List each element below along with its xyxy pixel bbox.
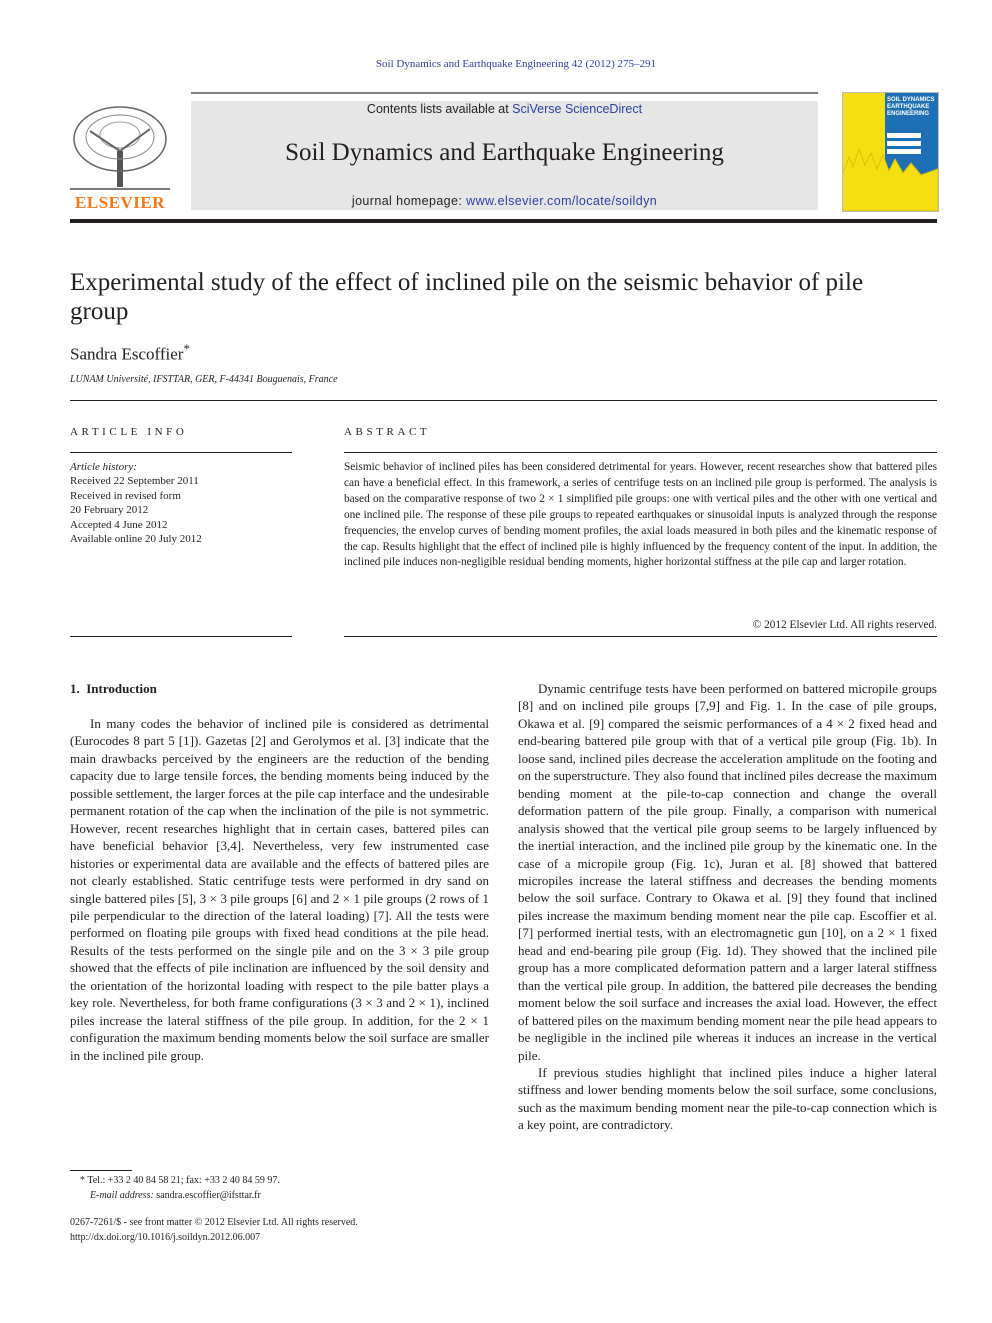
abstract-rule (344, 452, 937, 453)
body-column-right (518, 680, 937, 1134)
footnote-email-line (70, 1189, 490, 1204)
history-label: Article history: (70, 461, 137, 473)
author-line (70, 341, 190, 365)
contents-line (191, 102, 818, 116)
history-item: Accepted 4 June 2012 (70, 518, 168, 531)
journal-citation[interactable]: Soil Dynamics and Earthquake Engineering 42 (2012) 275–291 (375, 58, 657, 70)
homepage-prefix: journal homepage: (351, 194, 467, 208)
homepage-link[interactable]: www.elsevier.com/locate/soildyn (466, 194, 658, 208)
abstract-heading: ABSTRACT (344, 426, 431, 438)
elsevier-wordmark: ELSEVIER (75, 193, 165, 212)
body-paragraph: Dynamic centrifuge tests have been performed on battered micropile groups [8] and on inclined pile groups [7,9] and Fig. 1. In the case of pile groups, Okawa et al. [9] compared the seismic performances of a 4 × 2 fixed head and end-bearing battered pile group with that of a vertical pile group (Fig. 1b). In loose sand, inclined piles decrease the acceleration amplitude on the footing and on the superstructure. They also found that inclined piles decrease the maximum bending moment at the pile-to-cap connection and change the overall deformation pattern of the pile group. Finally, a comparison with numerical analysis showed that the vertical pile group seems to be largely influenced by the inertial interaction, and the inclined pile group by the kinematic one. In the case of a micropile group (Fig. 1c), Juran et al. [8] showed that battered micropiles increase the lateral stiffness and decreases the bending moments below the soil surface. Contrary to Okawa et al. [9] they found that inclined piles increase the maximum bending moment near the pile cap. Escoffier et al. [7] performed inertial tests, with an electromagnetic gun [10], on a 2 × 1 fixed head and end-bearing pile group (Fig. 1d). They showed that the inclined pile group has a more complicated deformation pattern and a larger lateral stiffness than the vertical pile group. In addition, the battered pile decreases the bending moment below the soil surface and increases the axial load. However, the effect of battered piles on the maximum bending moment near the pile head appears to be negligible in the inclined pile whereas it induces an increase in the vertical pile. (518, 681, 937, 1063)
journal-cover-image (842, 92, 939, 212)
front-matter (70, 1216, 490, 1245)
history-item: 20 February 2012 (70, 504, 149, 517)
article-title: Experimental study of the effect of inclined pile on the seismic behavior of pile group (70, 269, 864, 325)
author-footnote-mark[interactable]: * (183, 341, 190, 356)
title-rule (70, 400, 937, 401)
abstract-text: Seismic behavior of inclined piles has been considered detrimental for years. However, recent researches show that battered piles can have a beneficial effect. In this framework, a series of centrifuge tests on an inclined pile group is performed. The analysis is based on the comparative response of two 2 × 1 simplified pile groups: one with vertical piles and the other with one vertical and one inclined pile. The response of these pile groups to repeated earthquakes or sinusoidal inputs is analyzed through the response frequencies, the envelop curves of bending moment profiles, the axial loads measured in both piles and the kinematic response of the cap. Results highlight that the effect of inclined pile is highly influenced by the frequency content of the input. In addition, the inclined pile induces non-negligible residual bending moments, higher horizontal stiffness at the pile cap and larger rotation. (344, 461, 937, 569)
author-affiliation: LUNAM Université, IFSTTAR, GER, F-44341 Bouguenais, France (70, 374, 338, 385)
article-info-heading: ARTICLE INFO (70, 426, 188, 438)
contents-prefix: Contents lists available at (366, 102, 513, 116)
homepage-line (191, 194, 818, 208)
body-column-left (70, 715, 489, 1064)
body-paragraph: In many codes the behavior of inclined pile is considered as detrimental (Eurocodes 8 part 5 [1]). Gazetas [2] and Gerolymos et al. [3] indicate that the main drawbacks perceived by the engineers are the reduction of the bending capacity due to large tensile forces, the bending moments being induced by the possible settlement, the larger forces at the pile cap interface and the undesirable permanent rotation of the cap when the inclination of the pile is not symmetric. However, recent researches highlight that in certain cases, battered piles can have beneficial behavior [3,4]. Nevertheless, very few instrumented case histories or experimental data are available and the effects of battered piles are not clearly established. Static centrifuge tests were performed in dry sand on single battered piles [5], 3 × 3 pile groups [6] and 2 × 1 pile groups (2 rows of 1 pile perpendicular to the direction of the lateral loading) [7]. All the tests were performed on floating pile groups with fixed head conditions at the pile head. Results of the tests performed on the single pile and on the 3 × 3 pile group showed that the effects of pile inclination are influenced by the soil density and the orientation of the horizontal loading with respect to the pile batter plays a key role. Nevertheless, for both frame configurations (3 × 3 and 2 × 1), inclined piles increase the lateral stiffness of the pile group. In addition, for the 2 × 1 configuration the maximum bending moments below the soil surface are smaller in the inclined pile group. (70, 716, 489, 1063)
history-item: Received 22 September 2011 (70, 475, 199, 488)
body-paragraph: If previous studies highlight that inclined piles induce a higher lateral stiffness and lower bending moments below the soil surface, some conclusions, such as the maximum bending moment near the pile-to-cap connection which is a key point, are contradictory. (518, 1064, 937, 1133)
journal-title: Soil Dynamics and Earthquake Engineering (285, 139, 724, 166)
author-footnote (70, 1174, 490, 1203)
abstract-copyright: © 2012 Elsevier Ltd. All rights reserved. (752, 619, 937, 631)
history-item: Available online 20 July 2012 (70, 533, 202, 546)
banner-top-line (191, 92, 818, 94)
email-address[interactable]: sandra.escoffier@ifsttar.fr (156, 1189, 261, 1201)
article-info-bottom-rule (70, 636, 292, 637)
cover-title: SOIL DYNAMICS EARTHQUAKE ENGINEERING (887, 97, 935, 117)
abstract-bottom-rule (344, 636, 937, 637)
article-history (70, 460, 300, 546)
article-info-rule (70, 452, 292, 453)
email-label: E-mail address: (90, 1189, 157, 1201)
sciencedirect-link[interactable]: SciVerse ScienceDirect (512, 102, 643, 116)
history-item: Received in revised form (70, 489, 181, 502)
author-name[interactable]: Sandra Escoffier (70, 344, 184, 364)
issn-line: 0267-7261/$ - see front matter © 2012 Elsevier Ltd. All rights reserved. (70, 1217, 358, 1228)
footnote-rule (70, 1170, 132, 1171)
header-rule (70, 219, 937, 223)
section-heading-introduction: 1. Introduction (70, 681, 157, 696)
doi-link[interactable]: http://dx.doi.org/10.1016/j.soildyn.2012.06.007 (70, 1231, 261, 1243)
footnote-contact: * Tel.: +33 2 40 84 58 21; fax: +33 2 40 84 59 97. (80, 1175, 280, 1186)
